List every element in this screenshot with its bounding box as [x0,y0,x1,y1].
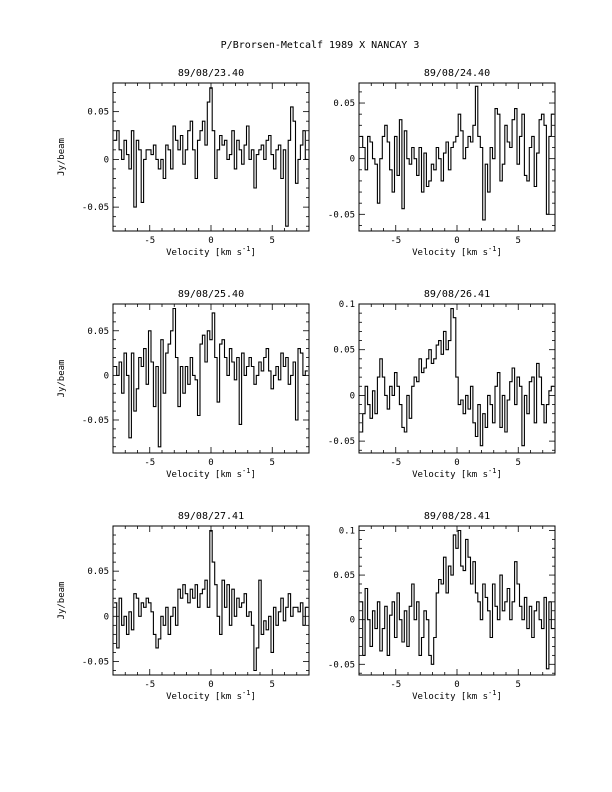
y-tick-label: 0 [349,391,355,402]
y-tick-label: 0 [103,371,109,382]
y-tick-label: -0.05 [81,203,109,214]
y-tick-label: 0 [349,154,355,165]
y-tick-label: 0.05 [333,571,355,582]
spectrum-panel-6 [328,511,555,702]
spectrum-line [360,531,554,669]
x-tick-label: -5 [144,236,156,246]
x-axis-label: Velocity [km $s^{-1}$] [412,245,502,258]
x-axis-label: Velocity [km $s^{-1}$] [166,689,256,702]
x-tick-label: 0 [208,680,214,690]
x-axis-label: Velocity [km $s^{-1}$] [166,467,256,480]
x-tick-label: 0 [454,458,460,468]
spectrum-line [360,86,554,220]
x-axis-label: Velocity [km $s^{-1}$] [412,689,502,702]
y-axis-label: Jy/beam [57,581,67,620]
plot-frame [359,304,555,453]
y-tick-label: 0.05 [333,345,355,356]
x-tick-label: 5 [515,236,521,246]
plot-frame [113,83,309,231]
y-tick-label: -0.05 [81,657,109,668]
x-tick-label: 5 [269,680,275,690]
x-tick-label: 5 [269,458,275,468]
spectrum-panel-3 [57,289,309,480]
x-tick-label: 0 [454,680,460,690]
spectrum-panel-5 [57,511,309,702]
plot-frame [113,304,309,453]
y-tick-label: 0 [349,615,355,626]
spectrum-line [114,88,308,226]
spectrum-panel-1 [57,68,309,258]
x-tick-label: 5 [269,236,275,246]
plot-frame [113,526,309,675]
y-tick-label: 0.05 [87,107,109,118]
panel-title: 89/08/24.40 [423,68,491,79]
y-tick-label: 0.05 [333,99,355,110]
spectrum-line [114,309,308,447]
y-tick-label: -0.05 [327,660,355,671]
y-tick-label: 0.1 [338,526,355,537]
x-tick-label: -5 [390,458,402,468]
y-axis-label: Jy/beam [57,138,67,176]
y-tick-label: 0 [103,612,109,623]
panel-title: 89/08/26.41 [423,289,491,300]
plot-frame [359,83,555,231]
y-tick-label: -0.05 [327,437,355,448]
spectrum-line [360,309,554,446]
x-tick-label: 0 [208,458,214,468]
x-tick-label: -5 [144,680,156,690]
panel-title: 89/08/28.41 [423,511,491,522]
x-tick-label: 0 [454,236,460,246]
x-tick-label: 5 [515,680,521,690]
y-tick-label: 0.05 [87,567,109,578]
x-tick-label: -5 [390,680,402,690]
y-tick-label: 0.05 [87,326,109,337]
x-axis-label: Velocity [km $s^{-1}$] [412,467,502,480]
x-tick-label: 0 [208,236,214,246]
spectrum-panel-2 [328,68,555,258]
x-axis-label: Velocity [km $s^{-1}$] [166,245,256,258]
panel-title: 89/08/27.41 [177,511,245,522]
x-tick-label: 5 [515,458,521,468]
y-tick-label: -0.05 [81,415,109,426]
y-tick-label: -0.05 [327,210,355,221]
spectrum-line [114,531,308,671]
x-tick-label: -5 [390,236,402,246]
spectrum-panel-4 [328,289,555,480]
x-tick-label: -5 [144,458,156,468]
page-title: P/Brorsen-Metcalf 1989 X NANCAY 3 [220,40,420,51]
panel-title: 89/08/23.40 [177,68,245,79]
y-tick-label: 0.1 [338,300,355,310]
y-axis-label: Jy/beam [57,359,67,398]
y-tick-label: 0 [103,155,109,166]
panel-title: 89/08/25.40 [177,289,245,300]
